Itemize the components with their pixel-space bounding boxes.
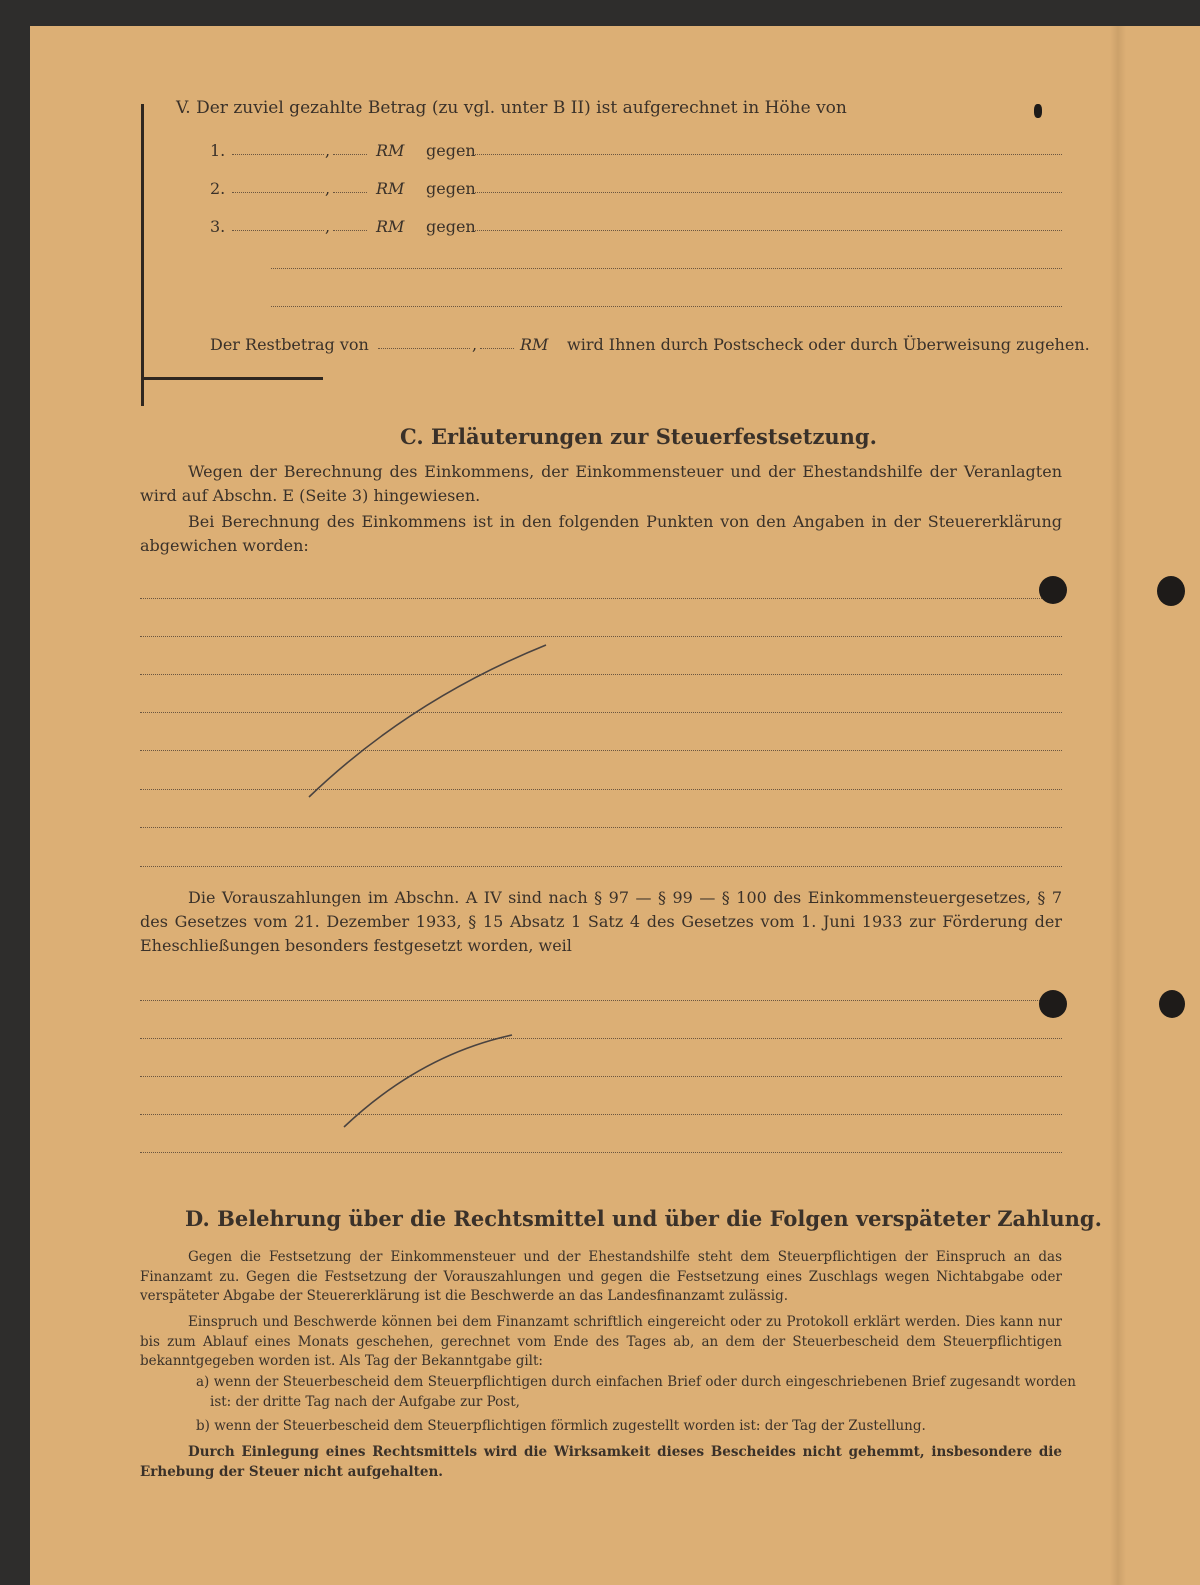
currency-unit: RM xyxy=(376,141,405,160)
gegen-label: gegen xyxy=(426,179,476,198)
decimal-separator: , xyxy=(325,217,331,236)
gegen-label: gegen xyxy=(426,141,476,160)
rest-prefix: Der Restbetrag von xyxy=(210,335,369,354)
item-number: 3. xyxy=(210,217,226,236)
section-d-paragraph-1: Gegen die Festsetzung der Einkommensteuer und der Ehestandshilfe steht dem Steuerpflichtigen der Einspruch an das Finanzamt zu. Gegen die Festsetzung der Vorauszahlungen und gegen die Festsetzung eines Zuschlags wegen Nichtabgabe oder verspäteter Abgabe der Steuererklärung ist die Beschwerde an das Landesfinanzamt zulässig. xyxy=(140,1249,1062,1304)
section-c-paragraph-1: Wegen der Berechnung des Einkommens, der Einkommensteuer und der Ehestandshilfe der Veranlagten wird auf Abschn. E (Seite 3) hingewiesen. xyxy=(140,462,1062,505)
rest-unit: RM xyxy=(520,335,549,354)
cancellation-stroke xyxy=(344,1035,512,1127)
section-d-heading: D. Belehrung über die Rechtsmittel und über die Folgen verspäteter Zahlung. xyxy=(185,1206,1102,1231)
section-d-item-b: b) wenn der Steuerbescheid dem Steuerpflichtigen förmlich zugestellt worden ist: der Tag der Zustellung. xyxy=(196,1418,926,1434)
section-d-paragraph-3: Durch Einlegung eines Rechtsmittels wird die Wirksamkeit dieses Bescheides nicht gehemmt, insbesondere die Erhebung der Steuer nicht aufgehalten. xyxy=(140,1444,1062,1480)
rest-suffix: wird Ihnen durch Postscheck oder durch Überweisung zugehen. xyxy=(567,335,1090,354)
section-d-item-a: a) wenn der Steuerbescheid dem Steuerpflichtigen durch einfachen Brief oder durch eingeschriebenen Brief zugesandt worden ist: der dritte Tag nach der Aufgabe zur Post, xyxy=(196,1374,1076,1410)
item-number: 2. xyxy=(210,179,226,198)
item-number: 1. xyxy=(210,141,226,160)
cancellation-stroke xyxy=(309,645,546,797)
section-c-paragraph-2: Bei Berechnung des Einkommens ist in den folgenden Punkten von den Angaben in der Steuererklärung abgewichen worden: xyxy=(140,512,1062,555)
section-d-paragraph-2: Einspruch und Beschwerde können bei dem Finanzamt schriftlich eingereicht oder zu Protokoll erklärt werden. Dies kann nur bis zum Ablauf eines Monats geschehen, gerechnet vom Ende des Tages ab, an dem der Steuerbescheid dem Steuerpflichtigen bekanntgegeben worden ist. Als Tag der Bekanntgabe gilt: xyxy=(140,1314,1062,1369)
currency-unit: RM xyxy=(376,217,405,236)
currency-unit: RM xyxy=(376,179,405,198)
rest-separator: , xyxy=(472,335,478,354)
section-c-heading: C. Erläuterungen zur Steuerfestsetzung. xyxy=(400,424,877,449)
section-c-paragraph-3: Die Vorauszahlungen im Abschn. A IV sind nach § 97 — § 99 — § 100 des Einkommensteuergesetzes, § 7 des Gesetzes vom 21. Dezember 1933, § 15 Absatz 1 Satz 4 des Gesetzes vom 1. Juni 1933 zur Förderung der Eheschließungen besonders festgesetzt worden, weil xyxy=(140,888,1062,955)
decimal-separator: , xyxy=(325,141,331,160)
decimal-separator: , xyxy=(325,179,331,198)
section-v-line: V. Der zuviel gezahlte Betrag (zu vgl. unter B II) ist aufgerechnet in Höhe von xyxy=(176,98,847,118)
gegen-label: gegen xyxy=(426,217,476,236)
